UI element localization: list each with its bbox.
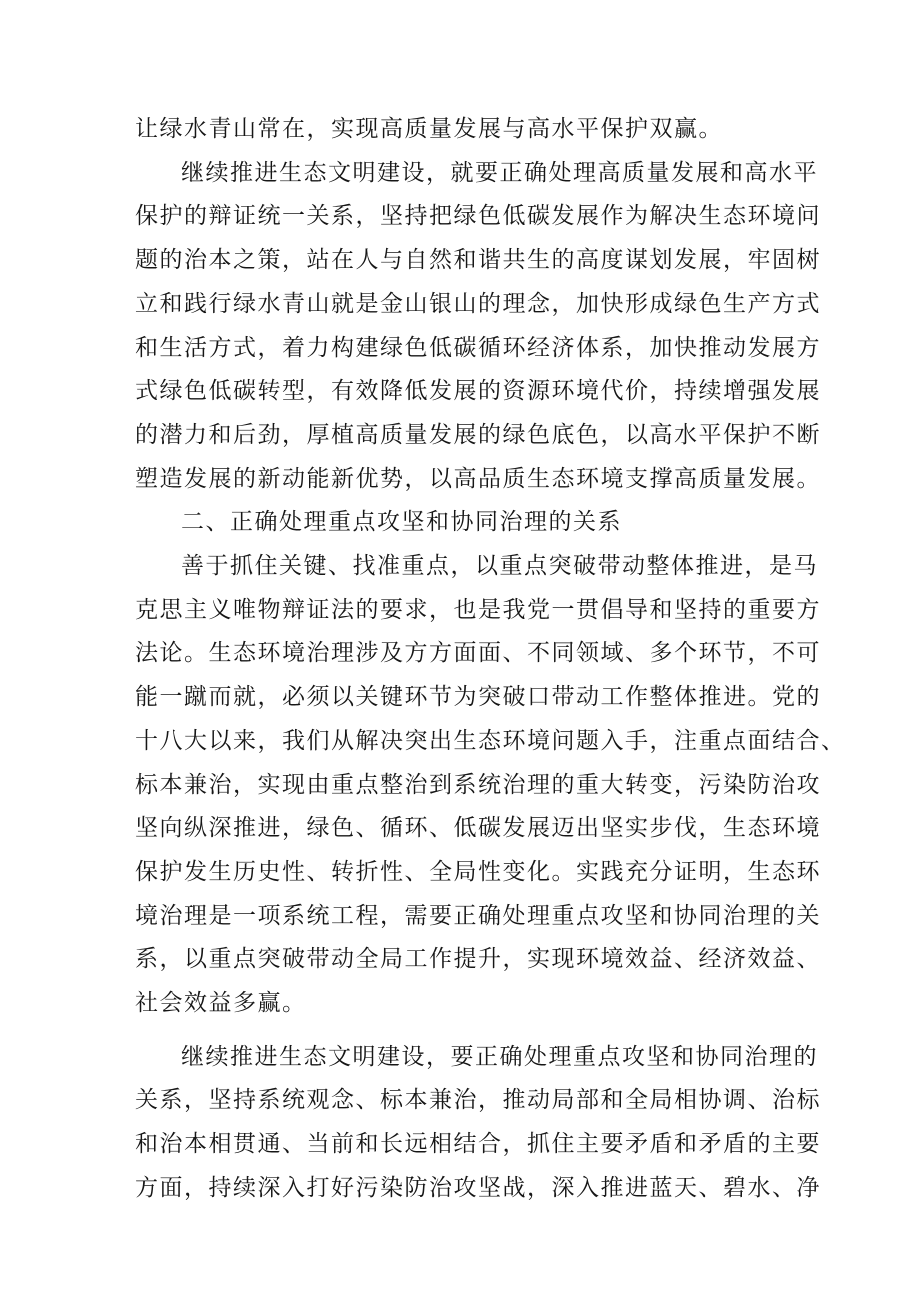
text-line: 题的治本之策，站在人与自然和谐共生的高度谋划发展，牢固树 (135, 247, 821, 274)
text-line: 境治理是一项系统工程，需要正确处理重点攻坚和协同治理的关 (135, 902, 821, 929)
text-line: 坚向纵深推进，绿色、循环、低碳发展迈出坚实步伐，生态环境 (135, 815, 821, 842)
text-line: 十八大以来，我们从解决突出生态环境问题入手，注重点面结合、 (135, 727, 846, 754)
paragraph (135, 152, 821, 502)
text-line: 保护的辩证统一关系，坚持把绿色低碳发展作为解决生态环境问 (135, 203, 821, 230)
text-line: 方面，持续深入打好污染防治攻坚战，深入推进蓝天、碧水、净 (135, 1174, 821, 1201)
text-line: 让绿水青山常在，实现高质量发展与高水平保护双赢。 (135, 116, 723, 142)
text-line: 的潜力和后劲，厚植高质量发展的绿色底色，以高水平保护不断 (135, 421, 821, 448)
text-line: 能一蹴而就，必须以关键环节为突破口带动工作整体推进。党的 (135, 684, 821, 711)
section-heading: 二、正确处理重点攻坚和协同治理的关系 (181, 509, 622, 536)
text-line: 式绿色低碳转型，有效降低发展的资源环境代价，持续增强发展 (135, 378, 821, 405)
text-line: 继续推进生态文明建设，就要正确处理高质量发展和高水平 (181, 159, 818, 186)
text-line: 克思主义唯物辩证法的要求，也是我党一贯倡导和坚持的重要方 (135, 596, 821, 623)
text-line: 善于抓住关键、找准重点，以重点突破带动整体推进，是马 (181, 553, 818, 580)
text-line: 立和践行绿水青山就是金山银山的理念，加快形成绿色生产方式 (135, 290, 821, 317)
document-page (135, 108, 846, 1211)
text-line: 继续推进生态文明建设，要正确处理重点攻坚和协同治理的 (181, 1043, 818, 1070)
text-line: 系，以重点突破带动全局工作提升，实现环境效益、经济效益、 (135, 946, 821, 973)
text-line: 保护发生历史性、转折性、全局性变化。实践充分证明，生态环 (135, 858, 821, 885)
text-line: 关系，坚持系统观念、标本兼治，推动局部和全局相协调、治标 (135, 1087, 821, 1114)
text-line: 标本兼治，实现由重点整治到系统治理的重大转变，污染防治攻 (135, 771, 821, 798)
paragraph-continued (135, 108, 785, 152)
paragraph (135, 545, 846, 1026)
text-line: 和生活方式，着力构建绿色低碳循环经济体系，加快推动发展方 (135, 334, 821, 361)
text-line: 和治本相贯通、当前和长远相结合，抓住主要矛盾和矛盾的主要 (135, 1131, 821, 1158)
paragraph (135, 1036, 821, 1211)
text-line: 社会效益多赢。 (135, 990, 307, 1017)
text-line: 塑造发展的新动能新优势，以高品质生态环境支撑高质量发展。 (135, 465, 821, 492)
text-line: 法论。生态环境治理涉及方方面面、不同领域、多个环节，不可 (135, 640, 821, 667)
